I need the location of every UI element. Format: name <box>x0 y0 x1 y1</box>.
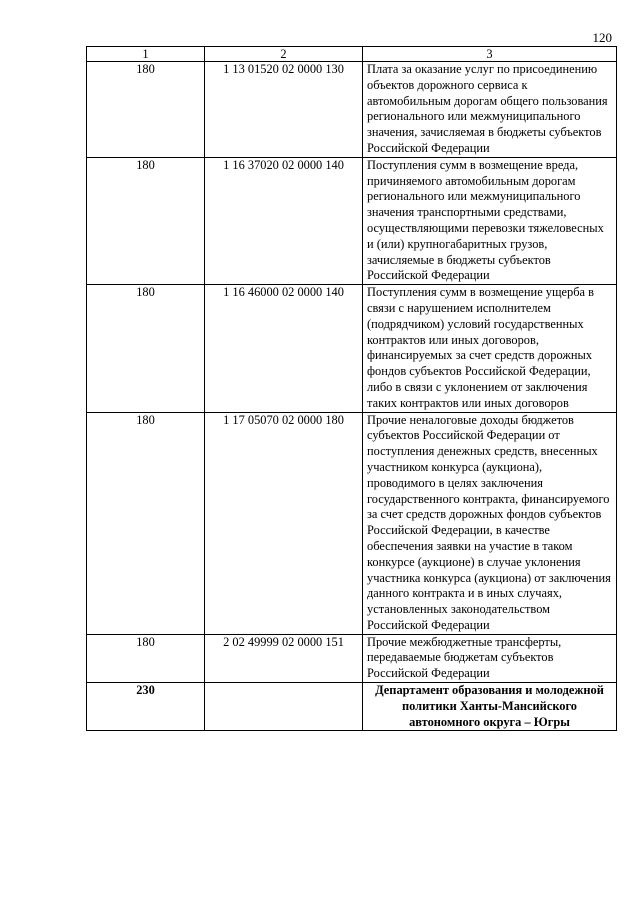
description-cell: Прочие межбюджетные трансферты, передаваемые бюджетам субъектов Российской Федерации <box>363 634 617 682</box>
budget-code-cell: 1 17 05070 02 0000 180 <box>205 412 363 634</box>
description-cell: Поступления сумм в возмещение ущерба в связи с нарушением исполнителем (подрядчиком) условий государственных контрактов или иных договоров, финансируемых за счет средств дорожных фондов субъектов Российской Федерации, либо в связи с уклонением от заключения таких контрактов или иных договоров <box>363 285 617 412</box>
admin-code-cell: 180 <box>87 285 205 412</box>
table-row <box>87 412 617 634</box>
table-row <box>87 634 617 682</box>
admin-code-cell: 180 <box>87 634 205 682</box>
page-number: 120 <box>592 30 612 45</box>
budget-code-cell: 1 16 37020 02 0000 140 <box>205 157 363 284</box>
department-row <box>87 683 617 731</box>
column-header-1: 1 <box>87 47 205 62</box>
department-name: Департамент образования и молодежной политики Ханты-Мансийского автономного округа – Югры <box>363 683 617 731</box>
budget-code-cell: 1 13 01520 02 0000 130 <box>205 62 363 158</box>
column-header-3: 3 <box>363 47 617 62</box>
description-cell: Плата за оказание услуг по присоединению объектов дорожного сервиса к автомобильным дорогам общего пользования регионального или межмуниципального значения, зачисляемая в бюджеты субъектов Российской Федерации <box>363 62 617 158</box>
budget-code-cell: 1 16 46000 02 0000 140 <box>205 285 363 412</box>
table-row <box>87 285 617 412</box>
admin-code-cell: 180 <box>87 157 205 284</box>
budget-code-cell: 2 02 49999 02 0000 151 <box>205 634 363 682</box>
department-admin-code: 230 <box>87 683 205 731</box>
table-row <box>87 62 617 158</box>
description-cell: Прочие неналоговые доходы бюджетов субъектов Российской Федерации от поступления денежных средств, внесенных участником конкурса (аукциона), проводимого в целях заключения государственного контракта, финансируемого за счет средств дорожных фондов субъектов Российской Федерации, в качестве обеспечения заявки на участие в таком конкурсе (аукционе) в случае уклонения участника конкурса (аукциона) от заключения данного контракта и в иных случаях, установленных законодательством Российской Федерации <box>363 412 617 634</box>
admin-code-cell: 180 <box>87 62 205 158</box>
column-header-2: 2 <box>205 47 363 62</box>
department-budget-code <box>205 683 363 731</box>
revenue-codes-table <box>86 46 617 731</box>
table-header-row <box>87 47 617 62</box>
table-row <box>87 157 617 284</box>
description-cell: Поступления сумм в возмещение вреда, причиняемого автомобильным дорогам регионального или межмуниципального значения транспортными средствами, осуществляющими перевозки тяжеловесных и (или) крупногабаритных грузов, зачисляемые в бюджеты субъектов Российской Федерации <box>363 157 617 284</box>
admin-code-cell: 180 <box>87 412 205 634</box>
